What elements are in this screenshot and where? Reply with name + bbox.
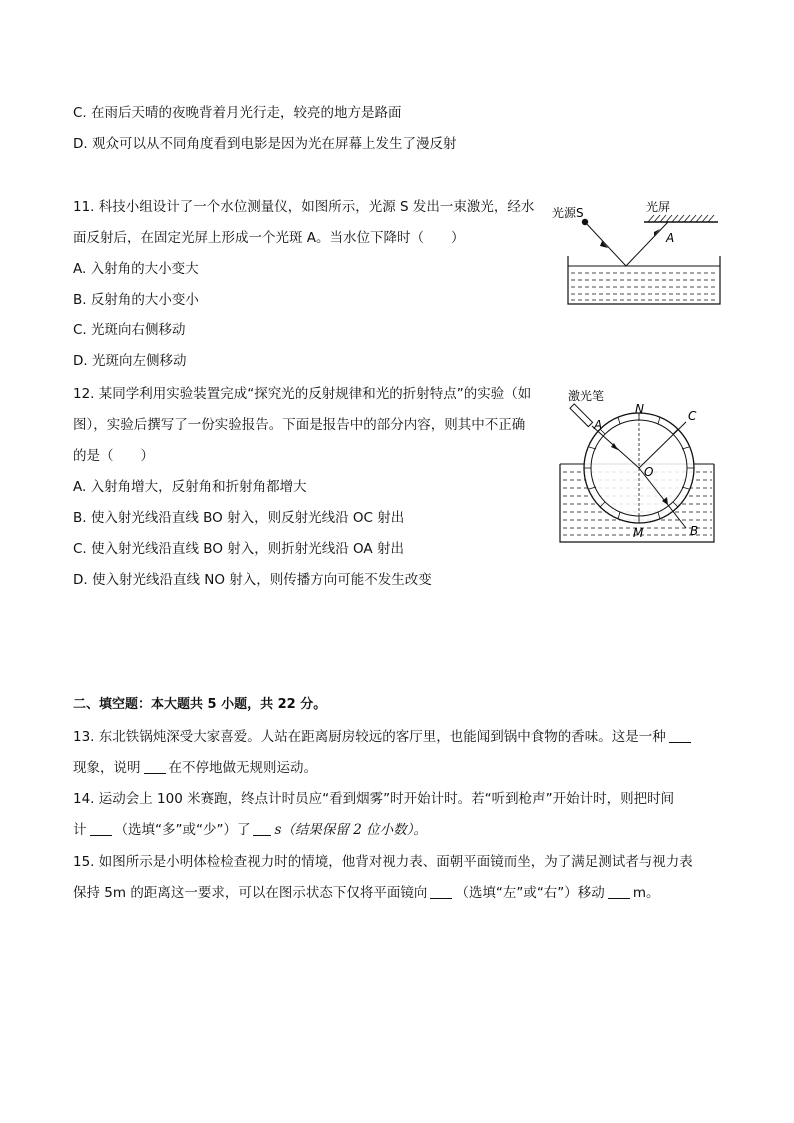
q11-option-a: A. 入射角的大小变大 bbox=[73, 261, 199, 277]
q12-laser-label: 激光笔 bbox=[568, 389, 605, 403]
q11-screen-label: 光屏 bbox=[646, 200, 671, 214]
q15-text-3: （选填“左”或“右”）移动 bbox=[455, 885, 605, 901]
q12-stem: 12. 某同学利用实验装置完成“探究光的反射规律和光的折射特点”的实验（如图），实验后撰写了一份实验报告。下面是报告中的部分内容，则其中不正确的是（ ） bbox=[73, 386, 532, 464]
q11-source-label: 光源S bbox=[552, 206, 584, 220]
q13-text-2: 现象，说明 bbox=[73, 760, 141, 776]
q12-label-n: N bbox=[635, 402, 644, 416]
q11-option-d: D. 光斑向左侧移动 bbox=[73, 353, 187, 369]
q12-label-b: B bbox=[690, 524, 699, 538]
q12-option-c: C. 使入射光线沿直线 BO 射入，则折射光线沿 OA 射出 bbox=[73, 541, 404, 557]
q12-figure bbox=[556, 384, 726, 546]
q15-text-2: 保持 5m 的距离这一要求，可以在图示状态下仅将平面镜向 bbox=[73, 885, 428, 901]
q13-blank-2[interactable] bbox=[144, 760, 166, 774]
q11-stem: 11. 科技小组设计了一个水位测量仪，如图所示，光源 S 发出一束激光，经水面反射后，在固定光屏上形成一个光斑 A。当水位下降时（ ） bbox=[73, 199, 535, 246]
q13-blank-1[interactable] bbox=[669, 729, 691, 743]
q11-option-c: C. 光斑向右侧移动 bbox=[73, 322, 186, 338]
q12-label-o: O bbox=[644, 465, 654, 479]
q14-line1: 14. 运动会上 100 米赛跑，终点计时员应“看到烟雾”时开始计时。若“听到枪声”开始计时，则把时间 bbox=[73, 791, 675, 807]
q14-text-2: 计 bbox=[73, 822, 87, 838]
q12-option-b: B. 使入射光线沿直线 BO 射入，则反射光线沿 OC 射出 bbox=[73, 510, 405, 526]
q11-option-b: B. 反射角的大小变小 bbox=[73, 292, 199, 308]
option-c-prev: C. 在雨后天晴的夜晚背着月光行走，较亮的地方是路面 bbox=[73, 105, 402, 121]
q14-line2 bbox=[73, 815, 723, 846]
q11-figure bbox=[548, 198, 728, 310]
q12-label-m: M bbox=[633, 526, 644, 540]
q14-blank-2[interactable] bbox=[253, 822, 271, 836]
q12-option-a: A. 入射角增大，反射角和折射角都增大 bbox=[73, 479, 307, 495]
q13-line1 bbox=[73, 722, 723, 753]
q15-line1: 15. 如图所示是小明体检检查视力时的情境，他背对视力表、面朝平面镜而坐，为了满足测试者与视力表 bbox=[73, 854, 693, 870]
q14-text-4: s（结果保留 2 位小数）。 bbox=[274, 822, 427, 838]
q15-blank-2[interactable] bbox=[608, 885, 630, 899]
q14-text-3: （选填“多”或“少”）了 bbox=[114, 822, 251, 838]
q15-line2 bbox=[73, 878, 723, 909]
q13-text-1: 13. 东北铁锅炖深受大家喜爱。人站在距离厨房较远的客厅里，也能闻到锅中食物的香味。这是一种 bbox=[73, 729, 666, 745]
q12-label-c: C bbox=[688, 409, 697, 423]
q14-blank-1[interactable] bbox=[90, 822, 112, 836]
q12-label-a: A bbox=[594, 418, 603, 432]
q15-text-4: m。 bbox=[632, 885, 660, 901]
section-2-title: 二、填空题：本大题共 5 小题，共 22 分。 bbox=[73, 697, 327, 712]
q13-text-3: 在不停地做无规则运动。 bbox=[168, 760, 317, 776]
q13-line2 bbox=[73, 753, 723, 784]
q15-blank-1[interactable] bbox=[430, 885, 452, 899]
q12-option-d: D. 使入射光线沿直线 NO 射入，则传播方向可能不发生改变 bbox=[73, 572, 432, 588]
q11-spot-label: A bbox=[666, 231, 675, 245]
option-d-prev: D. 观众可以从不同角度看到电影是因为光在屏幕上发生了漫反射 bbox=[73, 136, 457, 152]
